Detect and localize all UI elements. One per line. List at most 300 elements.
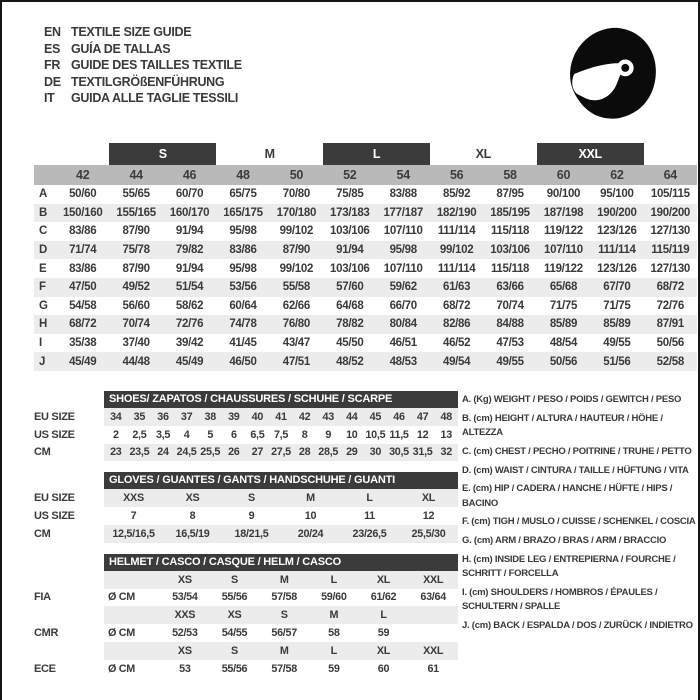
measure-value: 50/60 (69, 188, 97, 201)
measure-value: 46/52 (442, 337, 471, 350)
measure-value: 55/65 (122, 188, 150, 201)
measure-value: 111/114 (437, 262, 476, 275)
language-row (44, 24, 242, 41)
helmet-size-row (34, 642, 458, 660)
measure-value: 49/52 (122, 281, 150, 294)
measure-row-e (34, 259, 697, 278)
measure-value: 56/60 (122, 299, 150, 312)
helmet-standard-row-fia (34, 589, 458, 607)
shoes-value: 43 (322, 410, 334, 423)
shoes-value: 24 (157, 446, 169, 459)
helmet-value: 61 (427, 662, 439, 675)
measure-value: 70/74 (122, 318, 150, 331)
helmet-size-label: S (280, 609, 288, 622)
helmet-value: 53 (179, 662, 191, 675)
gloves-value: 20/24 (297, 527, 324, 540)
helmet-value: 59/60 (321, 591, 347, 604)
helmet-size-row-spacer (34, 642, 104, 660)
shoes-value: 24,5 (176, 446, 197, 459)
measure-value: 190/200 (597, 206, 637, 219)
shoes-row-values (104, 426, 458, 444)
measure-value: 57/60 (336, 281, 364, 294)
gloves-value: 11 (364, 510, 375, 523)
measure-row-f (34, 278, 697, 297)
language-row (44, 90, 242, 107)
helmet-standard-values (104, 624, 458, 642)
shoes-value: 25,5 (200, 446, 221, 459)
measure-value: 45/49 (175, 355, 204, 368)
measure-value: 47/51 (282, 355, 310, 368)
helmet-standard-values (104, 660, 458, 678)
measure-value: 170/180 (276, 206, 317, 219)
measure-value: 62/66 (282, 299, 310, 312)
language-code: EN (44, 25, 61, 40)
measure-value: 115/118 (490, 225, 530, 238)
measure-value: 49/55 (603, 337, 631, 350)
legend-item: A. (Kg) WEIGHT / PESO / POIDS / GEWITCH / PESO (462, 394, 682, 405)
measure-row-label: B (39, 206, 48, 219)
helmet-size-row (34, 571, 458, 589)
helmet-value: 63/64 (420, 591, 446, 604)
gloves-table-title: GLOVES / GUANTES / GANTS / HANDSCHUHE / GUANTI (104, 472, 458, 489)
measure-value: 50/56 (549, 355, 578, 368)
measure-row-label: E (39, 262, 47, 275)
gloves-row-values (104, 525, 458, 543)
measure-value: 52/58 (656, 355, 684, 368)
language-code: DE (44, 74, 61, 89)
language-title: TEXTILGRÖßENFÜHRUNG (71, 74, 225, 89)
helmet-size-label: XL (376, 644, 391, 657)
measure-value: 83/86 (69, 225, 97, 238)
measure-value: 87/91 (656, 318, 684, 331)
measure-value: 87/90 (282, 244, 310, 257)
helmet-value: 59 (377, 627, 390, 640)
gloves-row-values (104, 489, 458, 507)
measure-value: 103/106 (330, 225, 370, 238)
language-list (44, 24, 242, 107)
measure-value: 95/100 (600, 188, 634, 201)
measure-value: 107/110 (383, 262, 423, 275)
shoes-value: 28,5 (318, 446, 339, 459)
helmet-value: 55/56 (221, 591, 248, 604)
measure-value: 111/114 (437, 225, 476, 238)
measure-value: 70/74 (496, 299, 524, 312)
shoes-table-rows (34, 408, 458, 461)
measure-value: 119/122 (544, 262, 583, 275)
language-title: GUIDA ALLE TAGLIE TESSILI (71, 91, 239, 106)
helmet-size-label: XS (177, 573, 192, 586)
helmet-size-label: XXS (174, 609, 196, 622)
measure-value: 48/52 (336, 355, 364, 368)
helmet-size-row-values (104, 642, 458, 660)
gloves-value: XL (421, 492, 436, 505)
size-number: 58 (503, 168, 517, 182)
helmet-value: 52/53 (172, 627, 198, 640)
measure-value: 41/45 (229, 337, 257, 350)
helmet-value: 56/57 (271, 627, 297, 640)
helmet-size-label: XXL (423, 573, 444, 586)
shoes-value: 6,5 (250, 428, 265, 441)
measure-value: 107/110 (544, 244, 583, 257)
measure-value: 55/58 (282, 281, 310, 294)
measure-value: 39/42 (175, 337, 204, 350)
measure-value: 51/54 (175, 281, 204, 294)
measure-value: 99/102 (279, 262, 314, 275)
measure-value: 71/75 (549, 299, 578, 312)
helmet-size-row (34, 606, 458, 624)
gloves-table-rows (34, 489, 458, 542)
measure-value: 83/88 (389, 188, 417, 201)
measure-value: 82/86 (442, 318, 471, 331)
helmet-table-title: HELMET / CASCO / CASQUE / HELM / CASCO (104, 554, 458, 571)
language-code: ES (44, 41, 61, 56)
measure-row-label: H (39, 318, 48, 331)
shoes-value: 12 (416, 428, 429, 441)
measure-value: 177/187 (383, 206, 423, 219)
legend-item: B. (cm) HEIGHT / ALTURA / HAUTEUR / HÖHE / ALTEZZA (462, 412, 663, 438)
gloves-row (34, 489, 458, 507)
measure-value: 160/170 (169, 206, 210, 219)
helmet-value: 53/54 (172, 591, 198, 604)
size-number: 56 (449, 168, 464, 182)
measure-value: 75/85 (336, 188, 364, 201)
shoes-value: 2 (112, 428, 119, 441)
helmet-value: 61/62 (370, 591, 397, 604)
size-number-row (34, 165, 697, 185)
measurement-legend (458, 391, 696, 689)
helmet-size-label: XS (227, 609, 242, 622)
shoes-value: 23,5 (129, 446, 150, 459)
measure-value: 190/200 (650, 206, 691, 219)
shoes-value: 28 (298, 446, 311, 459)
measure-value: 155/165 (116, 206, 156, 219)
legend-item: I. (cm) SHOULDERS / HOMBROS / ÉPAULES / SCHULTERN / SPALLE (462, 586, 658, 612)
helmet-unit-label: Ø CM (108, 662, 135, 675)
measure-value: 115/118 (490, 262, 530, 275)
measure-row-i (34, 334, 697, 353)
gloves-value: L (366, 492, 373, 505)
shoes-value: 42 (298, 410, 311, 423)
helmet-value: 54/55 (221, 627, 248, 640)
shoes-value: 40 (251, 410, 264, 423)
measure-value: 150/160 (62, 206, 103, 219)
measure-value: 65/75 (229, 188, 257, 201)
measure-row-label: G (39, 299, 48, 312)
shoes-row (34, 444, 458, 462)
measure-value: 35/38 (69, 337, 97, 350)
gloves-value: 16,5/19 (175, 527, 210, 540)
shoes-table-title: SHOES/ ZAPATOS / CHAUSSURES / SCHUHE / SCARPE (104, 391, 458, 408)
legend-item: F. (cm) TIGH / MUSLO / CUISSE / SCHENKEL / COSCIA (462, 516, 696, 528)
measure-row-d (34, 241, 697, 260)
shoes-value: 10,5 (365, 428, 386, 441)
measure-value: 85/89 (549, 318, 578, 331)
helmet-unit-label: Ø CM (108, 591, 135, 604)
shoes-value: 9 (325, 428, 332, 441)
language-code: FR (44, 58, 61, 73)
measure-value: 60/70 (175, 188, 204, 201)
shoes-value: 8 (301, 428, 308, 441)
measure-value: 78/82 (336, 318, 364, 331)
gloves-value: 8 (189, 510, 196, 523)
helmet-value: 58 (328, 627, 340, 640)
measure-value: 45/49 (69, 355, 97, 368)
measure-value: 103/106 (490, 244, 530, 257)
measure-value: 83/86 (229, 244, 257, 257)
measure-value: 95/98 (229, 262, 257, 275)
measure-value: 182/190 (436, 206, 477, 219)
measure-value: 107/110 (383, 225, 423, 238)
measure-value: 68/72 (442, 299, 471, 312)
gloves-value: 25,5/30 (411, 527, 446, 540)
helmet-standard-row-ece (34, 660, 458, 678)
measure-value: 91/94 (175, 225, 204, 238)
measure-value: 71/74 (69, 244, 97, 257)
helmet-standard-label: CMR (34, 627, 59, 640)
measure-row-label: C (39, 225, 48, 238)
language-title: TEXTILE SIZE GUIDE (71, 25, 192, 40)
language-row (44, 41, 242, 58)
shoes-value: 27 (251, 446, 264, 459)
helmet-value: 57/58 (271, 591, 297, 604)
gloves-value: XS (185, 492, 200, 505)
measure-value: 63/66 (496, 281, 524, 294)
measure-value: 90/100 (546, 188, 581, 201)
helmet-standard-row-cmr (34, 624, 458, 642)
measure-value: 185/195 (490, 206, 530, 219)
size-group-xxl: XXL (537, 143, 644, 165)
measure-value: 173/183 (330, 206, 370, 219)
measure-value: 60/64 (229, 299, 257, 312)
size-number: 42 (76, 168, 90, 182)
measure-value: 119/122 (544, 225, 583, 238)
shoes-value: 47 (416, 410, 429, 423)
shoes-row-label: EU SIZE (34, 410, 75, 423)
shoes-value: 26 (228, 446, 240, 459)
size-group-s: S (109, 143, 216, 165)
measure-value: 85/89 (603, 318, 631, 331)
measure-value: 79/82 (175, 244, 204, 257)
measure-row-g (34, 297, 697, 316)
measure-value: 85/92 (442, 188, 471, 201)
size-number: 48 (236, 168, 250, 182)
shoes-value: 45 (369, 410, 382, 423)
shoes-value: 3,5 (155, 428, 171, 441)
helmet-size-label: XXL (423, 644, 444, 657)
measure-value: 54/58 (69, 299, 97, 312)
shoes-value: 39 (228, 410, 240, 423)
measure-value: 65/68 (549, 281, 578, 294)
measure-value: 80/84 (389, 318, 417, 331)
helmet-size-label: XS (177, 644, 192, 657)
shoes-value: 4 (183, 428, 190, 441)
racing-helmet-icon (560, 20, 662, 128)
gloves-value: S (248, 492, 255, 505)
measure-value: 48/54 (549, 337, 578, 350)
measure-value: 51/56 (603, 355, 631, 368)
size-number: 54 (396, 168, 410, 182)
shoes-value: 23 (110, 446, 122, 459)
helmet-value: 55/56 (221, 662, 248, 675)
size-number: 46 (182, 168, 197, 182)
shoes-value: 44 (346, 410, 358, 423)
measure-value: 46/50 (229, 355, 257, 368)
shoes-row-label: CM (34, 446, 51, 459)
gloves-row (34, 507, 458, 525)
shoes-value: 6 (230, 428, 237, 441)
measure-value: 71/75 (603, 299, 631, 312)
size-group-m: M (264, 147, 275, 161)
measure-value: 165/175 (223, 206, 263, 219)
measure-value: 74/78 (229, 318, 257, 331)
measure-value: 127/130 (650, 262, 691, 275)
helmet-size-label: S (231, 573, 238, 586)
helmet-size-label: L (380, 609, 387, 622)
legend-item: D. (cm) WAIST / CINTURA / TAILLE / HÜFTUNG / VITA (462, 464, 689, 476)
measure-value: 84/88 (496, 318, 524, 331)
measure-value: 87/90 (122, 262, 150, 275)
shoes-value: 7,5 (273, 428, 289, 441)
measure-value: 46/51 (389, 337, 417, 350)
helmet-standard-label: FIA (34, 591, 51, 604)
helmet-standard-values (104, 589, 458, 607)
measure-value: 45/50 (336, 337, 364, 350)
language-row (44, 57, 242, 74)
helmet-value: 57/58 (271, 662, 297, 675)
shoes-value: 38 (204, 410, 216, 423)
size-number: 60 (556, 168, 571, 182)
shoes-row-values (104, 444, 458, 462)
legend-item: E. (cm) HIP / CADERA / HANCHE / HÜFTE / HIPS / BACINO (462, 483, 673, 509)
legend-item: H. (cm) INSIDE LEG / ENTREPIERNA / FOURCHE / SCHRITT / FORCELLA (462, 553, 676, 579)
shoes-row-values (104, 408, 458, 426)
gloves-value: 10 (304, 510, 317, 523)
language-code: IT (44, 91, 55, 106)
legend-item: J. (cm) BACK / ESPALDA / DOS / ZURÜCK / INDIETRO (462, 619, 693, 631)
measure-value: 37/40 (122, 337, 150, 350)
gloves-row (34, 525, 458, 543)
measure-value: 187/198 (543, 206, 584, 219)
gloves-row-values (104, 507, 458, 525)
shoes-value: 48 (440, 410, 452, 423)
shoes-value: 10 (346, 428, 358, 441)
size-number: 52 (343, 168, 357, 182)
shoes-value: 35 (133, 410, 146, 423)
gloves-value: 12 (422, 510, 435, 523)
measure-value: 66/70 (389, 299, 417, 312)
shoes-table (34, 391, 458, 461)
measure-value: 111/114 (598, 244, 636, 257)
size-number: 62 (610, 168, 624, 182)
measure-value: 49/55 (496, 355, 524, 368)
helmet-size-label: M (279, 644, 289, 657)
measure-row-b (34, 204, 697, 223)
measure-row-c (34, 222, 697, 241)
measure-value: 105/115 (650, 188, 690, 201)
shoes-row-label: US SIZE (34, 428, 75, 441)
measure-value: 48/53 (389, 355, 417, 368)
measure-value: 76/80 (282, 318, 310, 331)
measure-value: 44/48 (122, 355, 150, 368)
measure-value: 72/76 (175, 318, 204, 331)
measure-value: 49/54 (442, 355, 471, 368)
helmet-unit-label: Ø CM (108, 627, 135, 640)
measure-value: 83/86 (69, 262, 97, 275)
helmet-size-label: L (330, 644, 337, 657)
measure-value: 123/126 (597, 225, 637, 238)
shoes-value: 46 (393, 410, 405, 423)
measure-value: 87/90 (122, 225, 150, 238)
measure-row-label: I (39, 337, 42, 350)
shoes-value: 32 (440, 446, 452, 459)
measure-value: 59/62 (389, 281, 417, 294)
language-title: GUÍA DE TALLAS (71, 41, 171, 56)
measure-value: 53/56 (229, 281, 257, 294)
gloves-value: 18/21,5 (234, 527, 269, 540)
lower-tables (34, 391, 458, 689)
main-size-table (34, 143, 697, 371)
shoes-value: 13 (440, 428, 452, 441)
gloves-value: 12,5/16,5 (112, 527, 155, 540)
gloves-value: 23/26,5 (352, 527, 387, 540)
measure-value: 47/50 (69, 281, 97, 294)
shoes-value: 27,5 (271, 446, 291, 459)
shoes-value: 41 (275, 410, 287, 423)
measure-row-label: D (39, 244, 48, 257)
measure-value: 99/102 (279, 225, 314, 238)
helmet-size-label: M (329, 609, 339, 622)
measure-value: 87/95 (496, 188, 524, 201)
measure-value: 68/72 (656, 281, 684, 294)
measure-value: 47/53 (496, 337, 524, 350)
measure-value: 127/130 (650, 225, 691, 238)
helmet-standard-label: ECE (34, 662, 56, 675)
helmet-value: 60 (377, 662, 390, 675)
gloves-table (34, 472, 458, 542)
shoes-value: 36 (157, 410, 169, 423)
measure-row-a (34, 185, 697, 204)
language-row (44, 74, 242, 91)
shoes-value: 2,5 (132, 428, 147, 441)
shoes-value: 30,5 (389, 446, 409, 459)
measure-value: 115/119 (651, 244, 690, 257)
size-group-l: L (323, 143, 430, 165)
measure-row-h (34, 315, 697, 334)
helmet-size-row-values (104, 606, 458, 624)
language-title: GUIDE DES TAILLES TEXTILE (71, 58, 242, 73)
measure-row-label: J (39, 355, 46, 368)
gloves-row-label: US SIZE (34, 510, 75, 523)
lower-section (34, 391, 696, 689)
size-number: 44 (129, 168, 143, 182)
shoes-value: 29 (346, 446, 358, 459)
helmet-size-row-values (104, 571, 458, 589)
measure-row-label: A (39, 188, 48, 201)
gloves-value: 7 (130, 510, 137, 523)
measure-value: 61/63 (442, 281, 471, 294)
measure-value: 91/94 (175, 262, 204, 275)
size-group-xl: XL (475, 147, 492, 161)
size-group-header-row (34, 143, 697, 165)
shoes-value: 34 (110, 410, 122, 423)
measure-value: 58/62 (175, 299, 204, 312)
measure-value: 64/68 (336, 299, 364, 312)
shoes-row (34, 408, 458, 426)
measure-value: 95/98 (229, 225, 257, 238)
size-number: 50 (289, 168, 304, 182)
measure-value: 50/56 (656, 337, 684, 350)
helmet-size-label: XL (376, 573, 391, 586)
